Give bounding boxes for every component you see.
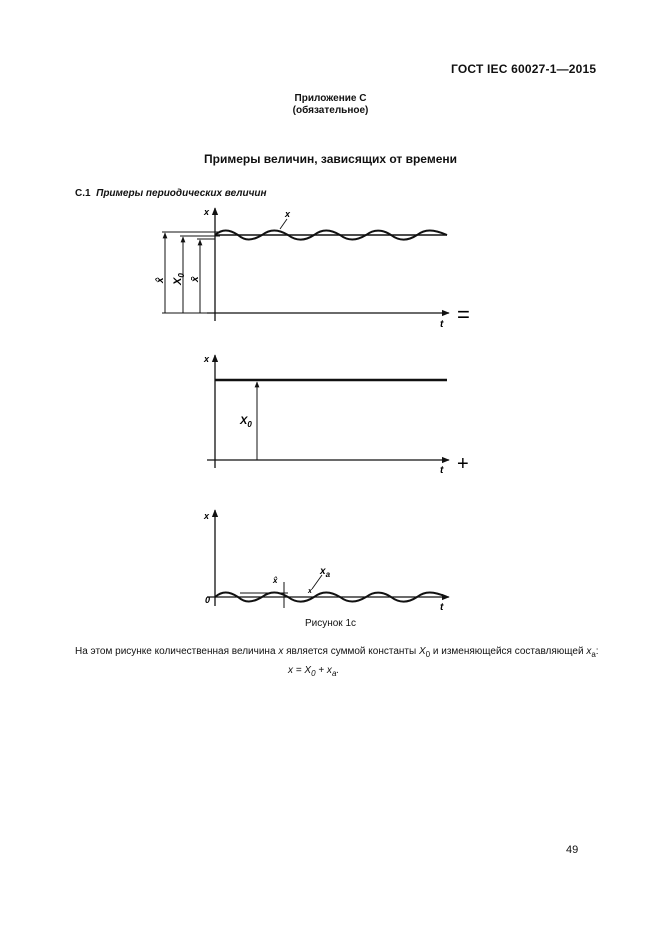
annex-title: Приложение С [294,93,367,104]
figure-caption: Рисунок 1с [304,618,357,629]
para-sub-0: 0 [425,650,431,659]
formula-plus: + x [315,665,332,676]
plot3-amp-label: x̂ [273,576,278,585]
section-title: Примеры величин, зависящих от времени [203,152,457,166]
para-part-2: является суммой константы [286,646,417,657]
formula [288,665,339,678]
subsection-number: С.1 [75,188,91,199]
plot1-axis-x-label: t [440,319,444,330]
plot1-axis-y-label: x [204,207,210,217]
plot-1 [155,207,470,330]
plot1-amplitude-label: x̂ [155,277,166,283]
plot2-axis-y-label: x [204,354,210,364]
subsection-title: Примеры периодических величин [96,188,267,199]
formula-sub-a: a [331,669,337,678]
plot1-constant-label: $X_0$ [172,273,186,285]
formula-sub-0: 0 [311,669,316,678]
plot-2 [203,354,469,476]
plot-3 [203,510,449,613]
para-part-4: : [595,646,599,657]
plot2-constant-label: $X_0$ [240,415,252,429]
explanation-paragraph [75,646,599,659]
para-part-3: и изменяющейся составляющей [432,646,584,657]
formula-lhs: x = X [288,665,312,676]
para-part-1: На этом рисунке количественная величина [75,646,276,657]
plot1-curve-leader [280,219,287,229]
plot2-operator: + [457,453,469,475]
plot3-origin-label: 0 [205,595,211,605]
page-number: 49 [566,844,579,856]
plot3-curve-label: $x_a$ [320,566,331,579]
para-sub-a: a [591,650,596,659]
standard-code: ГОСТ IEC 60027-1—2015 [451,62,597,76]
plot1-mean-label: x̄ [190,276,201,282]
plot1-operator: = [457,302,470,327]
plot3-small-label: x [308,588,312,595]
plot2-axis-x-label: t [440,465,444,476]
plot3-curve-leader [312,575,322,589]
plot1-curve-label: x [285,209,291,219]
para-var-x: x [278,646,284,657]
para-var-xa: x [586,646,592,657]
plot3-axis-y-label: x [204,511,210,521]
para-var-X: X [418,646,426,657]
plot3-axis-x-label: t [440,602,444,613]
annex-status: (обязательное) [292,105,369,116]
formula-end: . [336,665,340,676]
